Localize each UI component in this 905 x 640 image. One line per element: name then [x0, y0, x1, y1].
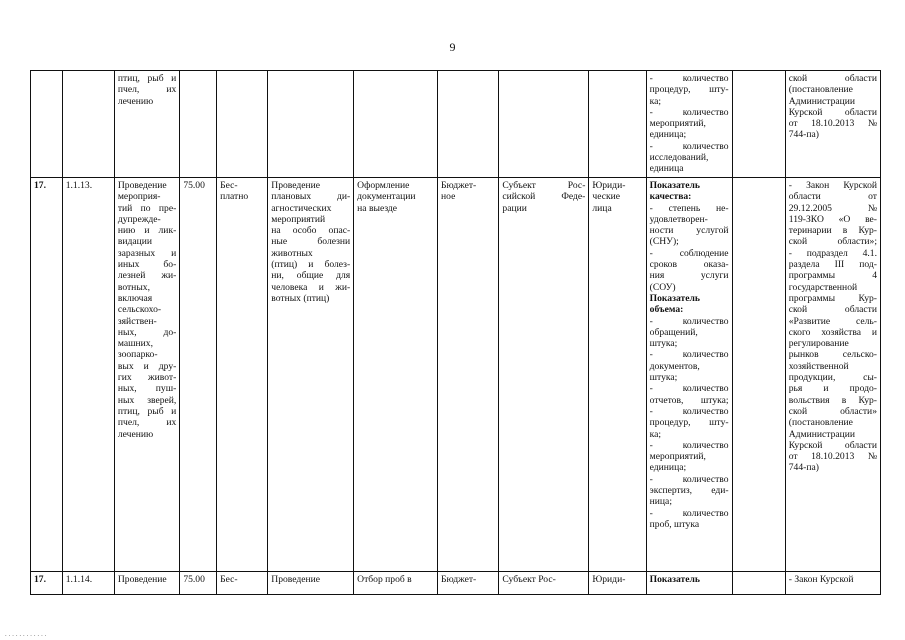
- service-content-cell: [268, 71, 354, 178]
- cell-line: видации: [117, 236, 153, 248]
- cell-line: вотных (птиц): [271, 292, 330, 304]
- empty-cell: [732, 572, 785, 595]
- cell-line: - количество: [649, 507, 729, 519]
- cell-line: документации: [357, 191, 416, 203]
- cell-line: ных зверей,: [117, 394, 177, 406]
- cell-line: процедур, шту-: [649, 417, 729, 429]
- cell-line: штука;: [649, 338, 678, 350]
- table-row: [31, 71, 881, 178]
- cell-line: Бес-: [220, 574, 238, 585]
- empty-cell: [732, 178, 785, 572]
- financing-cell: [438, 572, 499, 595]
- cell-line: продукции, сы-: [788, 372, 877, 384]
- form-cell: [354, 178, 438, 572]
- cell-line: пчел, их: [117, 84, 177, 96]
- cell-line: - количество: [649, 315, 729, 327]
- cell-line: государственной: [788, 281, 858, 293]
- payment-cell: [217, 71, 268, 178]
- cell-line: программы 4: [788, 270, 877, 282]
- cell-line: мероприятий,: [649, 118, 706, 130]
- cell-line: - количество: [649, 439, 729, 451]
- cell-line: ской области: [788, 73, 877, 84]
- price-cell: [180, 71, 217, 178]
- cell-line: Бес-: [220, 180, 238, 191]
- cell-line: Администрации: [788, 428, 856, 440]
- cell-line: 119-ЗКО «О ве-: [788, 213, 877, 225]
- consumer-cell: [589, 71, 646, 178]
- cell-line: включая: [117, 292, 153, 304]
- cell-line: вольствия в Кур-: [788, 394, 877, 406]
- cell-line: - количество: [649, 383, 729, 395]
- cell-line: зяйствен-: [117, 315, 157, 327]
- row-number-cell: [31, 178, 63, 572]
- cell-line: человека и жи-: [271, 281, 351, 293]
- cell-line: регулирование: [788, 338, 849, 350]
- service-code-cell: [62, 572, 114, 595]
- page-number: 9: [449, 40, 456, 54]
- cell-line: плановых ди-: [271, 191, 351, 203]
- cell-line: иных бо-: [117, 259, 177, 271]
- cell-line: Проведение: [117, 180, 167, 191]
- cell-line: ности услугой: [649, 225, 729, 237]
- cell-line: программы Кур-: [788, 292, 877, 304]
- service-content-cell: [268, 572, 354, 595]
- level-cell: [499, 572, 589, 595]
- cell-line: Оформление: [357, 180, 410, 191]
- cell-line: (СНУ);: [649, 236, 679, 248]
- cell-line: экспертиз, еди-: [649, 485, 729, 497]
- table-row: [31, 178, 881, 572]
- cell-line: зоопарко-: [117, 349, 158, 361]
- cell-line: ской области»: [788, 405, 877, 417]
- cell-line: на выезде: [357, 202, 398, 214]
- cell-text: 17.: [34, 180, 46, 191]
- service-code-cell: [62, 71, 114, 178]
- cell-text: 75.00: [183, 574, 205, 585]
- cell-line: ных, до-: [117, 326, 177, 338]
- indicators-cell: [646, 71, 732, 178]
- cell-line: машних,: [117, 338, 153, 350]
- cell-line: Субъект Рос-: [502, 574, 556, 585]
- cell-line: Бюджет-: [441, 574, 477, 585]
- cell-line: рынков сельско-: [788, 349, 877, 361]
- cell-line: - количество: [649, 349, 729, 361]
- cell-line: сийской Феде-: [502, 191, 586, 203]
- cell-line: ния услуги: [649, 270, 729, 282]
- cell-line: ные болезни: [271, 236, 351, 248]
- cell-line: Проведение: [271, 574, 321, 585]
- cell-line: ка;: [649, 428, 662, 440]
- cell-line: удовлетворен-: [649, 213, 708, 225]
- cell-line: мероприя-: [117, 191, 161, 203]
- cell-line: от 18.10.2013 №: [788, 118, 877, 130]
- cell-line: объема:: [649, 304, 684, 316]
- service-content-cell: [268, 178, 354, 572]
- cell-line: - количество: [649, 140, 729, 152]
- cell-line: (постановление: [788, 417, 853, 429]
- cell-line: (постановление: [788, 84, 853, 96]
- financing-cell: [438, 71, 499, 178]
- cell-line: Юриди-: [592, 574, 626, 585]
- cell-line: Показатель: [649, 180, 700, 191]
- cell-line: лечению: [117, 95, 154, 107]
- cell-line: мероприятий: [271, 213, 326, 225]
- cell-line: «Развитие сель-: [788, 315, 877, 327]
- cell-line: от 18.10.2013 №: [788, 451, 877, 463]
- cell-line: - количество: [649, 405, 729, 417]
- cell-text: 1.1.14.: [65, 574, 93, 585]
- cell-line: ка;: [649, 95, 662, 107]
- row-number-cell: [31, 572, 63, 595]
- indicators-cell: [646, 178, 732, 572]
- cell-line: (СОУ): [649, 281, 676, 293]
- cell-line: Юриди-: [592, 180, 626, 191]
- service-name-cell: [114, 178, 179, 572]
- consumer-cell: [589, 572, 646, 595]
- financing-cell: [438, 178, 499, 572]
- cell-line: - количество: [649, 106, 729, 118]
- cell-line: дупрежде-: [117, 213, 161, 225]
- cell-line: ческие: [592, 191, 621, 203]
- cell-line: Бюджет-: [441, 180, 477, 191]
- cell-line: Проведение: [271, 180, 321, 191]
- cell-line: исследований,: [649, 152, 709, 164]
- cell-line: вых и дру-: [117, 360, 177, 372]
- cell-line: - подраздел 4.1.: [788, 247, 877, 259]
- cell-line: Субъект Рос-: [502, 180, 586, 191]
- cell-line: мероприятий,: [649, 451, 706, 463]
- cell-line: вотных,: [117, 281, 150, 293]
- cell-line: лечению: [117, 428, 154, 440]
- cell-line: лица: [592, 202, 612, 214]
- cell-line: пчел, их: [117, 417, 177, 429]
- cell-line: ни, общие для: [271, 270, 351, 282]
- service-name-cell: [114, 71, 179, 178]
- cell-line: единица;: [649, 129, 687, 141]
- legal-basis-cell: [785, 71, 880, 178]
- cell-line: области от: [788, 191, 877, 203]
- scan-footer-mark: ............: [4, 631, 48, 638]
- price-cell: [180, 572, 217, 595]
- cell-line: единица: [649, 163, 684, 175]
- cell-line: - количество: [649, 73, 729, 84]
- legal-basis-cell: [785, 572, 880, 595]
- cell-line: нию и лик-: [117, 225, 177, 237]
- cell-line: ской области: [788, 304, 877, 316]
- cell-line: ского хозяйства и: [788, 326, 877, 338]
- cell-line: платно: [220, 191, 249, 203]
- cell-line: - Закон Курской: [788, 574, 854, 585]
- cell-line: Отбор проб в: [357, 574, 412, 585]
- cell-line: Курской области: [788, 106, 877, 118]
- consumer-cell: [589, 178, 646, 572]
- cell-line: обращений,: [649, 326, 698, 338]
- cell-line: (птиц) и болез-: [271, 259, 351, 271]
- cell-line: ница;: [649, 496, 672, 508]
- cell-line: раздела III под-: [788, 259, 877, 271]
- cell-line: штука;: [649, 372, 678, 384]
- price-cell: [180, 178, 217, 572]
- cell-line: ской области»;: [788, 236, 877, 248]
- cell-text: 17.: [34, 574, 46, 585]
- cell-line: - Закон Курской: [788, 180, 877, 191]
- cell-text: 1.1.13.: [65, 180, 93, 191]
- cell-line: Показатель: [649, 292, 700, 304]
- indicators-cell: [646, 572, 732, 595]
- form-cell: [354, 71, 438, 178]
- cell-line: ное: [441, 191, 456, 203]
- payment-cell: [217, 572, 268, 595]
- cell-line: тий по пре-: [117, 202, 177, 214]
- cell-line: отчетов, штука;: [649, 394, 729, 406]
- cell-line: ных, пуш-: [117, 383, 177, 395]
- level-cell: [499, 71, 589, 178]
- cell-line: гих живот-: [117, 372, 177, 384]
- cell-line: лезней жи-: [117, 270, 177, 282]
- cell-line: птиц, рыб и: [117, 73, 177, 84]
- empty-cell: [732, 71, 785, 178]
- cell-line: - количество: [649, 473, 729, 485]
- row-number-cell: [31, 71, 63, 178]
- cell-line: - степень не-: [649, 202, 729, 214]
- cell-line: животных: [271, 247, 313, 259]
- cell-line: процедур, шту-: [649, 84, 729, 96]
- cell-line: птиц, рыб и: [117, 405, 177, 417]
- cell-line: на особо опас-: [271, 225, 351, 237]
- cell-line: проб, штука: [649, 518, 700, 530]
- services-table: [30, 70, 881, 595]
- cell-line: Курской области: [788, 439, 877, 451]
- cell-line: Проведение: [117, 574, 167, 585]
- cell-line: сельскохо-: [117, 304, 162, 316]
- cell-line: Показатель: [649, 574, 700, 585]
- level-cell: [499, 178, 589, 572]
- cell-line: сроков оказа-: [649, 259, 729, 271]
- cell-text: 75.00: [183, 180, 205, 191]
- cell-line: 29.12.2005 №: [788, 202, 877, 214]
- cell-line: качества:: [649, 191, 692, 203]
- service-code-cell: [62, 178, 114, 572]
- form-cell: [354, 572, 438, 595]
- cell-line: теринарии в Кур-: [788, 225, 877, 237]
- table-row: [31, 572, 881, 595]
- cell-line: Администрации: [788, 95, 856, 107]
- cell-line: - соблюдение: [649, 247, 729, 259]
- cell-line: хозяйственной: [788, 360, 849, 372]
- cell-line: 744-па): [788, 129, 819, 141]
- legal-basis-cell: [785, 178, 880, 572]
- cell-line: рья и продо-: [788, 383, 877, 395]
- payment-cell: [217, 178, 268, 572]
- service-name-cell: [114, 572, 179, 595]
- cell-line: рации: [502, 202, 527, 214]
- cell-line: документов,: [649, 360, 700, 372]
- cell-line: агностических: [271, 202, 332, 214]
- cell-line: единица;: [649, 462, 687, 474]
- cell-line: заразных и: [117, 247, 177, 259]
- cell-line: 744-па): [788, 462, 819, 474]
